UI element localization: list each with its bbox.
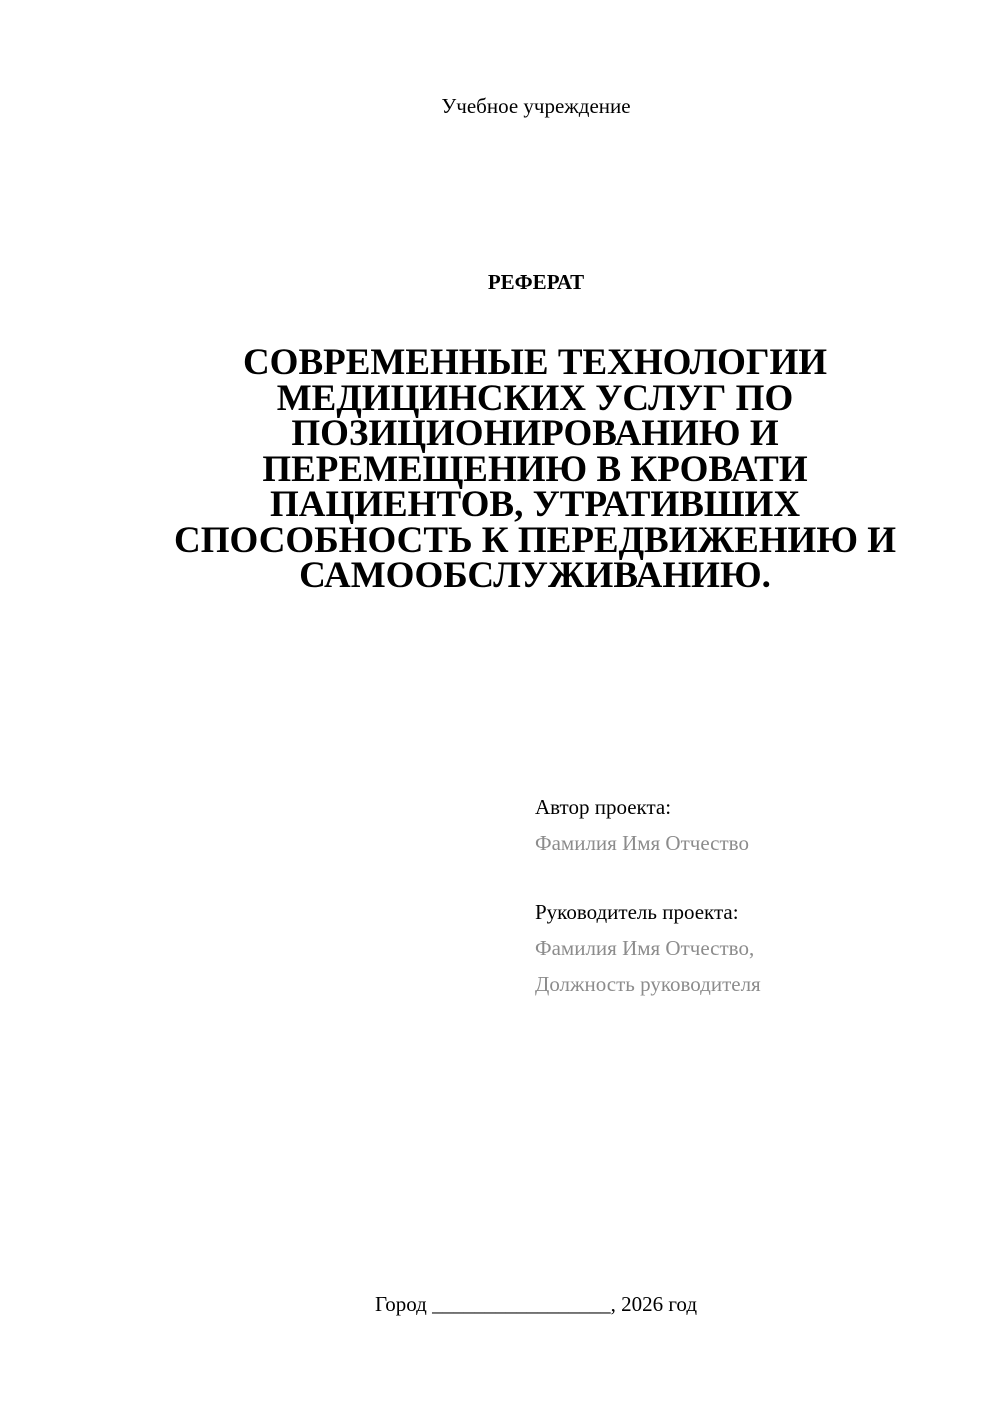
title-line: САМООБСЛУЖИВАНИЮ. [299, 555, 771, 596]
title-line: ПАЦИЕНТОВ, УТРАТИВШИХ [269, 484, 801, 525]
city-year-line: Город _________________, 2026 год [374, 1292, 698, 1316]
title-line: ПЕРЕМЕЩЕНИЮ В КРОВАТИ [262, 448, 808, 490]
author-label: Автор проекта: [535, 795, 672, 819]
title-line: СОВРЕМЕННЫЕ ТЕХНОЛОГИИ [242, 342, 828, 383]
supervisor-position: Должность руководителя [535, 972, 761, 996]
credits-block [535, 789, 955, 1002]
author-name: Фамилия Имя Отчество [535, 831, 749, 855]
supervisor-name: Фамилия Имя Отчество, [535, 936, 755, 960]
institution-name: Учебное учреждение [441, 94, 631, 118]
title-line: МЕДИЦИНСКИХ УСЛУГ ПО [276, 377, 794, 419]
document-title [140, 342, 930, 596]
title-line: СПОСОБНОСТЬ К ПЕРЕДВИЖЕНИЮ И [173, 519, 897, 561]
document-type: РЕФЕРАТ [487, 270, 585, 294]
credits-spacer [535, 861, 955, 894]
title-line: ПОЗИЦИОНИРОВАНИЮ И [291, 413, 779, 454]
supervisor-label: Руководитель проекта: [535, 900, 739, 924]
